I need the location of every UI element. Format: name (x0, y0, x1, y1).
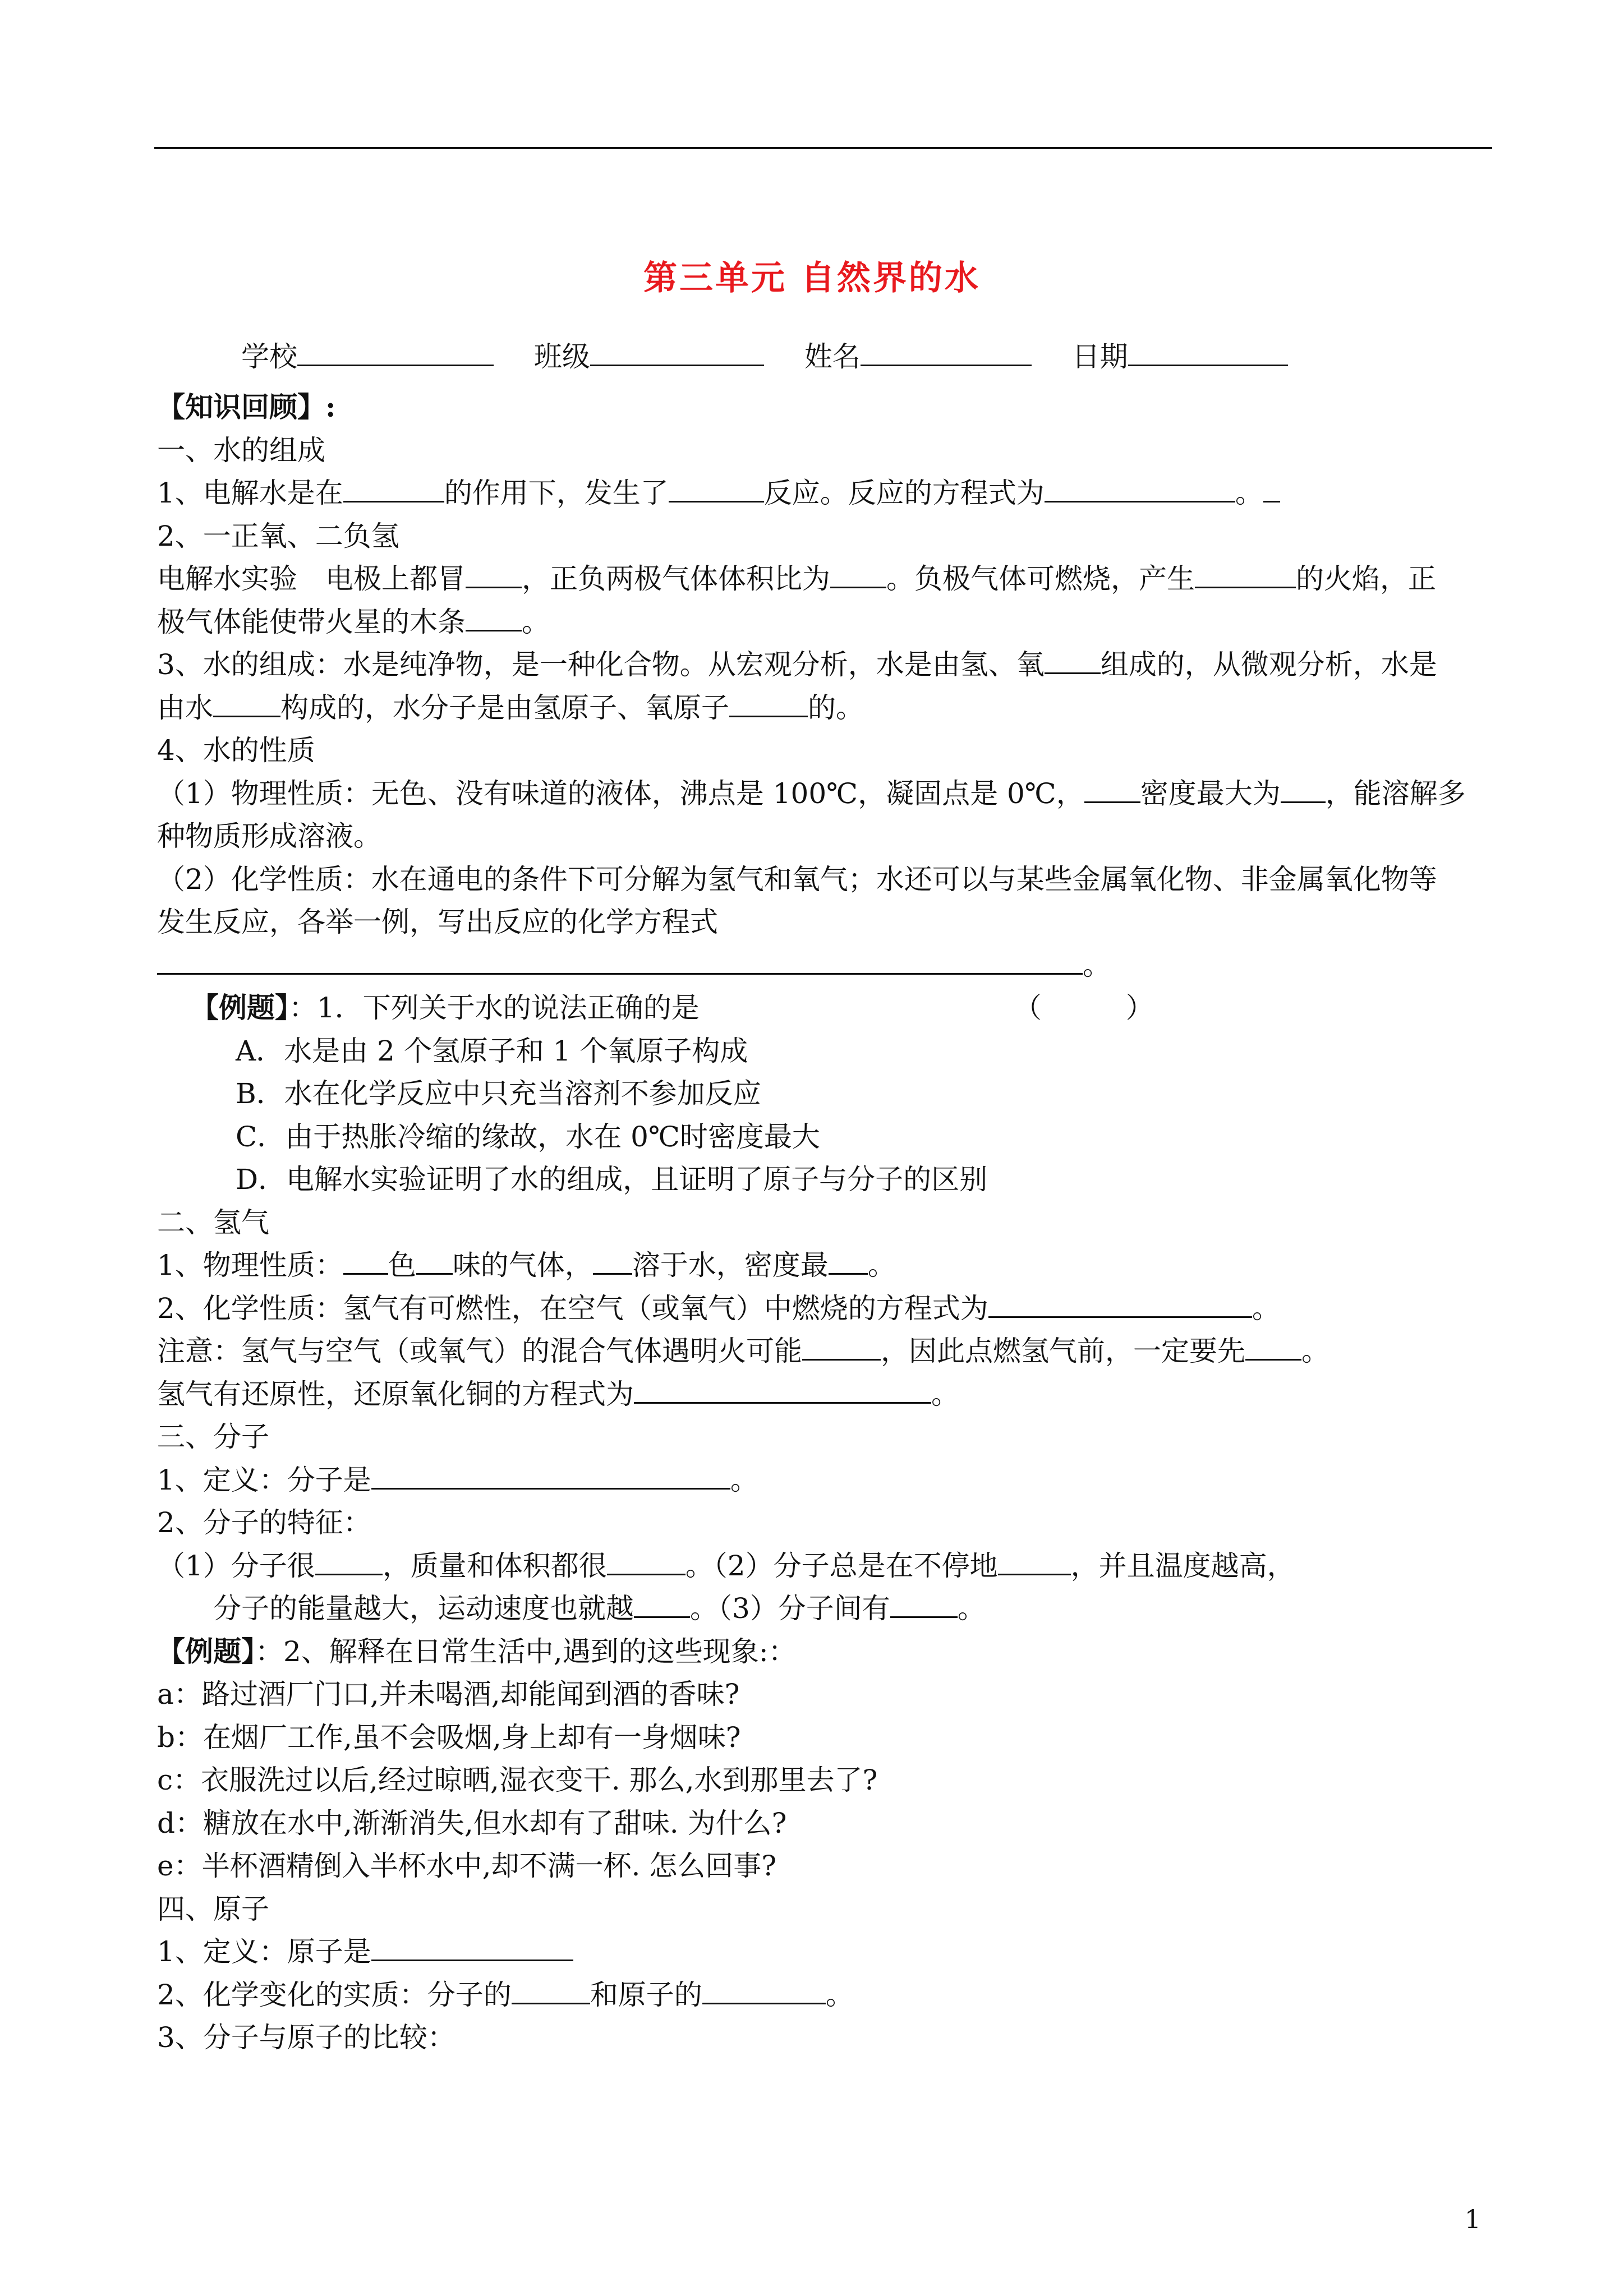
blank[interactable] (315, 1549, 383, 1575)
q-atom-definition: 1、定义：原子是 (157, 1930, 1495, 1974)
q-physical-props: （1）物理性质：无色、没有味道的液体，沸点是 100℃，凝固点是 0℃， 密度最大为 ，能溶解多 (157, 777, 1466, 810)
section-hydrogen: 二、氢气 (157, 1206, 269, 1239)
option-a: A．水是由 2 个氢原子和 1 个氧原子构成 (236, 1034, 748, 1067)
option-b: B．水在化学反应中只充当溶剂不参加反应 (236, 1077, 761, 1110)
class-field[interactable]: 班级 (534, 334, 764, 375)
blank[interactable] (466, 562, 522, 588)
phenomenon-b: b：在烟厂工作,虽不会吸烟,身上却有一身烟味? (157, 1721, 741, 1754)
blank[interactable] (1195, 562, 1296, 588)
blank[interactable] (1045, 648, 1101, 674)
date-field[interactable]: 日期 (1072, 334, 1288, 375)
blank[interactable] (1045, 476, 1235, 502)
q-molecule-features: （1）分子很 ，质量和体积都很 。（2）分子总是在不停地 ，并且温度越高， (157, 1549, 1295, 1582)
class-blank[interactable] (590, 340, 764, 366)
student-info-row (241, 334, 1319, 375)
section-molecule: 三、分子 (157, 1421, 269, 1453)
section-atom: 四、原子 (157, 1892, 269, 1925)
blank[interactable] (371, 1463, 730, 1490)
section-review: 【知识回顾】: (157, 390, 336, 423)
blank[interactable] (890, 1592, 958, 1618)
blank[interactable] (371, 1935, 573, 1961)
blank[interactable] (157, 948, 1083, 975)
name-blank[interactable] (861, 340, 1032, 366)
page-number: 1 (1464, 2204, 1481, 2234)
option-d: D．电解水实验证明了水的组成，且证明了原子与分子的区别 (236, 1163, 988, 1196)
section-water-composition: 一、水的组成 (157, 434, 325, 467)
blank[interactable] (607, 1549, 686, 1575)
header-rule (154, 147, 1492, 149)
mnemonic-line: 2、一正氧、二负氢 (157, 519, 399, 552)
q-hydrogen-physical: 1、物理性质： 色 味的气体， 溶于水，密度最 。 (157, 1249, 896, 1281)
q-chemical-props-cont: 发生反应，各举一例，写出反应的化学方程式 (157, 906, 718, 938)
q-physical-props-cont: 种物质形成溶液。 (157, 820, 381, 852)
blank[interactable] (1084, 777, 1140, 803)
molecule-features: 2、分子的特征： (157, 1506, 371, 1539)
blank[interactable] (1263, 476, 1280, 502)
q-chemical-change: 2、化学变化的实质：分子的 和原子的 。 (157, 1978, 854, 2011)
worksheet-content (157, 386, 1495, 2059)
phenomenon-c: c：衣服洗过以后,经过晾晒,湿衣变干. 那么,水到那里去了? (157, 1764, 878, 1796)
q-equation-line: 。 (157, 944, 1495, 987)
date-blank[interactable] (1128, 340, 1288, 366)
blank[interactable] (343, 476, 444, 502)
school-field[interactable]: 学校 (241, 334, 494, 375)
page-title: 第三单元 自然界的水 (643, 259, 981, 298)
q-water-makeup: 3、水的组成：水是纯净物，是一种化合物。从宏观分析，水是由氢、氧 组成的，从微观分析，水是 (157, 648, 1437, 681)
option-c: C．由于热胀冷缩的缘故，水在 0℃时密度最大 (236, 1120, 820, 1153)
q-electrolysis: 1、电解水是在 的作用下，发生了 反应。反应的方程式为 。 (157, 472, 1495, 515)
blank[interactable] (988, 1292, 1252, 1318)
q-electrode: 电解水实验 电极上都冒 ，正负两极气体体积比为 。负极气体可燃烧，产生 的火焰，正 (157, 563, 1436, 595)
example-2: 【例题】：2、解释在日常生活中,遇到的这些现象:： (157, 1634, 797, 1668)
q-molecule-definition: 1、定义：分子是 。 (157, 1463, 758, 1496)
blank[interactable] (634, 1377, 931, 1404)
q-hydrogen-caution: 注意：氢气与空气（或氧气）的混合气体遇明火可能 ，因此点燃氢气前，一定要先 。 (157, 1335, 1329, 1367)
blank[interactable] (669, 476, 764, 502)
q-water-makeup-cont: 由水 构成的，水分子是由氢原子、氧原子 的。 (157, 691, 864, 724)
blank[interactable] (416, 1248, 453, 1275)
blank[interactable] (343, 1248, 388, 1275)
blank[interactable] (634, 1592, 690, 1618)
water-properties: 4、水的性质 (157, 734, 315, 767)
blank[interactable] (213, 691, 280, 717)
blank[interactable] (593, 1248, 632, 1275)
school-blank[interactable] (297, 340, 494, 366)
q-hydrogen-reduction: 氢气有还原性，还原氧化铜的方程式为 。 (157, 1377, 959, 1410)
phenomenon-a: a：路过酒厂门口,并未喝酒,却能闻到酒的香味? (157, 1678, 740, 1711)
blank[interactable] (802, 1334, 881, 1361)
q-hydrogen-chemical: 2、化学性质：氢气有可燃性，在空气（或氧气）中燃烧的方程式为 。 (157, 1292, 1280, 1325)
blank[interactable] (729, 691, 808, 717)
q-molecule-atom-compare: 3、分子与原子的比较： (157, 2021, 456, 2054)
blank[interactable] (702, 1978, 826, 2004)
q-chemical-props: （2）化学性质：水在通电的条件下可分解为氢气和氧气；水还可以与某些金属氧化物、非金属氧化物等 (157, 863, 1437, 896)
answer-paren[interactable]: （ ） (1013, 992, 1154, 1024)
blank[interactable] (998, 1549, 1071, 1575)
example-1: 【例题】：1．下列关于水的说法正确的是 （ ） (157, 986, 1495, 1030)
name-field[interactable]: 姓名 (804, 334, 1032, 375)
blank[interactable] (1281, 777, 1326, 803)
q-molecule-features-cont: 分子的能量越大，运动速度也就越 。（3）分子间有 。 (213, 1592, 986, 1625)
blank[interactable] (830, 562, 886, 588)
q-electrode-cont: 极气体能使带火星的木条 。 (157, 605, 550, 638)
blank[interactable] (466, 605, 522, 631)
blank[interactable] (512, 1978, 590, 2004)
phenomenon-e: e：半杯酒精倒入半杯水中,却不满一杯. 怎么回事? (157, 1850, 777, 1882)
phenomenon-d: d：糖放在水中,渐渐消失,但水却有了甜味. 为什么? (157, 1806, 787, 1839)
blank[interactable] (829, 1248, 868, 1275)
blank[interactable] (1245, 1334, 1301, 1361)
